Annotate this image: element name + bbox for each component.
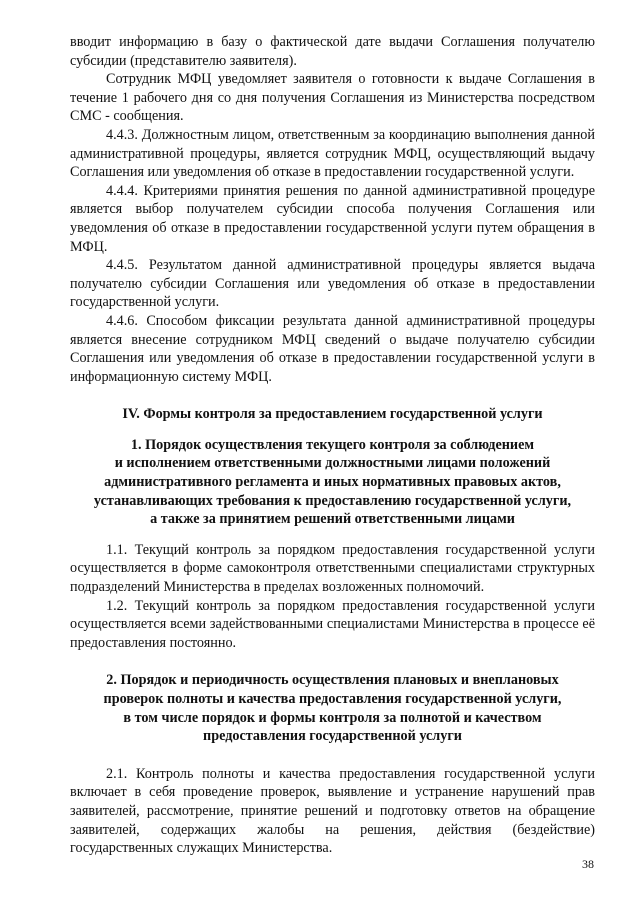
section-title: IV. Формы контроля за предоставлением государственной услуги xyxy=(122,406,543,423)
paragraph-1-1: 1.1. Текущий контроль за порядком предоставления государственной услуги осуществляется в форме самоконтроля ответственными специалистами структурных подразделений Министерства в пределах возложенных полномочий. xyxy=(70,541,595,596)
subsection2-title-line: предоставления государственной услуги xyxy=(203,728,462,745)
paragraph-4-4-6: 4.4.6. Способом фиксации результата данной административной процедуры является внесение сотрудником МФЦ сведений о выдаче получателю субсидии Соглашения или уведомления об отказе в предоставлении государственной услуги в информационную систему МФЦ. xyxy=(70,312,595,385)
paragraph-issue-date: вводит информацию в базу о фактической дате выдачи Соглашения получателю субсидии (представителю заявителя). xyxy=(70,34,595,69)
subsection1-title xyxy=(70,436,595,529)
subsection1-title-line: устанавливающих требования к предоставлению государственной услуги, xyxy=(93,492,572,509)
subsection2-title xyxy=(70,671,595,745)
paragraph-4-4-4: 4.4.4. Критериями принятия решения по данной административной процедуре является выбор получателем субсидии способа получения Соглашения или уведомления об отказе в предоставлении государственной услуги путем обращения в МФЦ. xyxy=(70,182,595,255)
subsection2-title-line: проверок полноты и качества предоставления государственной услуги, xyxy=(103,691,562,707)
subsection2-title-line: в том числе порядок и формы контроля за полнотой и качеством xyxy=(123,709,542,726)
paragraph-4-4-5: 4.4.5. Результатом данной административной процедуры является выдача получателю субсидии Соглашения или уведомления об отказе в предоставлении государственной услуги. xyxy=(70,257,595,311)
paragraph-1-2: 1.2. Текущий контроль за порядком предоставления государственной услуги осуществляется всеми задействованными специалистами Министерства в процессе её предоставления постоянно. xyxy=(70,597,595,651)
document-page xyxy=(70,33,595,858)
paragraph-4-4-3: 4.4.3. Должностным лицом, ответственным за координацию выполнения данной административной процедуры, является сотрудник МФЦ, осуществляющий выдачу Соглашения или уведомления об отказе в предоставлении государственной услуги. xyxy=(70,126,595,181)
paragraph-sms-notice: Сотрудник МФЦ уведомляет заявителя о готовности к выдаче Соглашения в течение 1 рабочего дня со дня получения Соглашения из Министерства посредством СМС - сообщения. xyxy=(70,71,595,125)
page-number: 38 xyxy=(582,857,594,871)
subsection1-title-line: административного регламента и иных нормативных правовых актов, xyxy=(104,474,561,491)
subsection1-title-line: и исполнением ответственными должностными лицами положений xyxy=(114,455,551,472)
subsection2-title-line: 2. Порядок и периодичность осуществления плановых и внеплановых xyxy=(106,672,559,689)
subsection1-title-line: а также за принятием решений ответственными лицами xyxy=(150,511,515,528)
paragraph-2-1: 2.1. Контроль полноты и качества предоставления государственной услуги включает в себя проведение проверок, выявление и устранение нарушений прав заявителей, рассмотрение, принятие решений и подготовку ответов на обращение заявителей, содержащих жалобы на решения, действия (бездействие) государственных служащих Министерства. xyxy=(70,765,595,857)
subsection1-title-line: 1. Порядок осуществления текущего контроля за соблюдением xyxy=(130,436,535,453)
